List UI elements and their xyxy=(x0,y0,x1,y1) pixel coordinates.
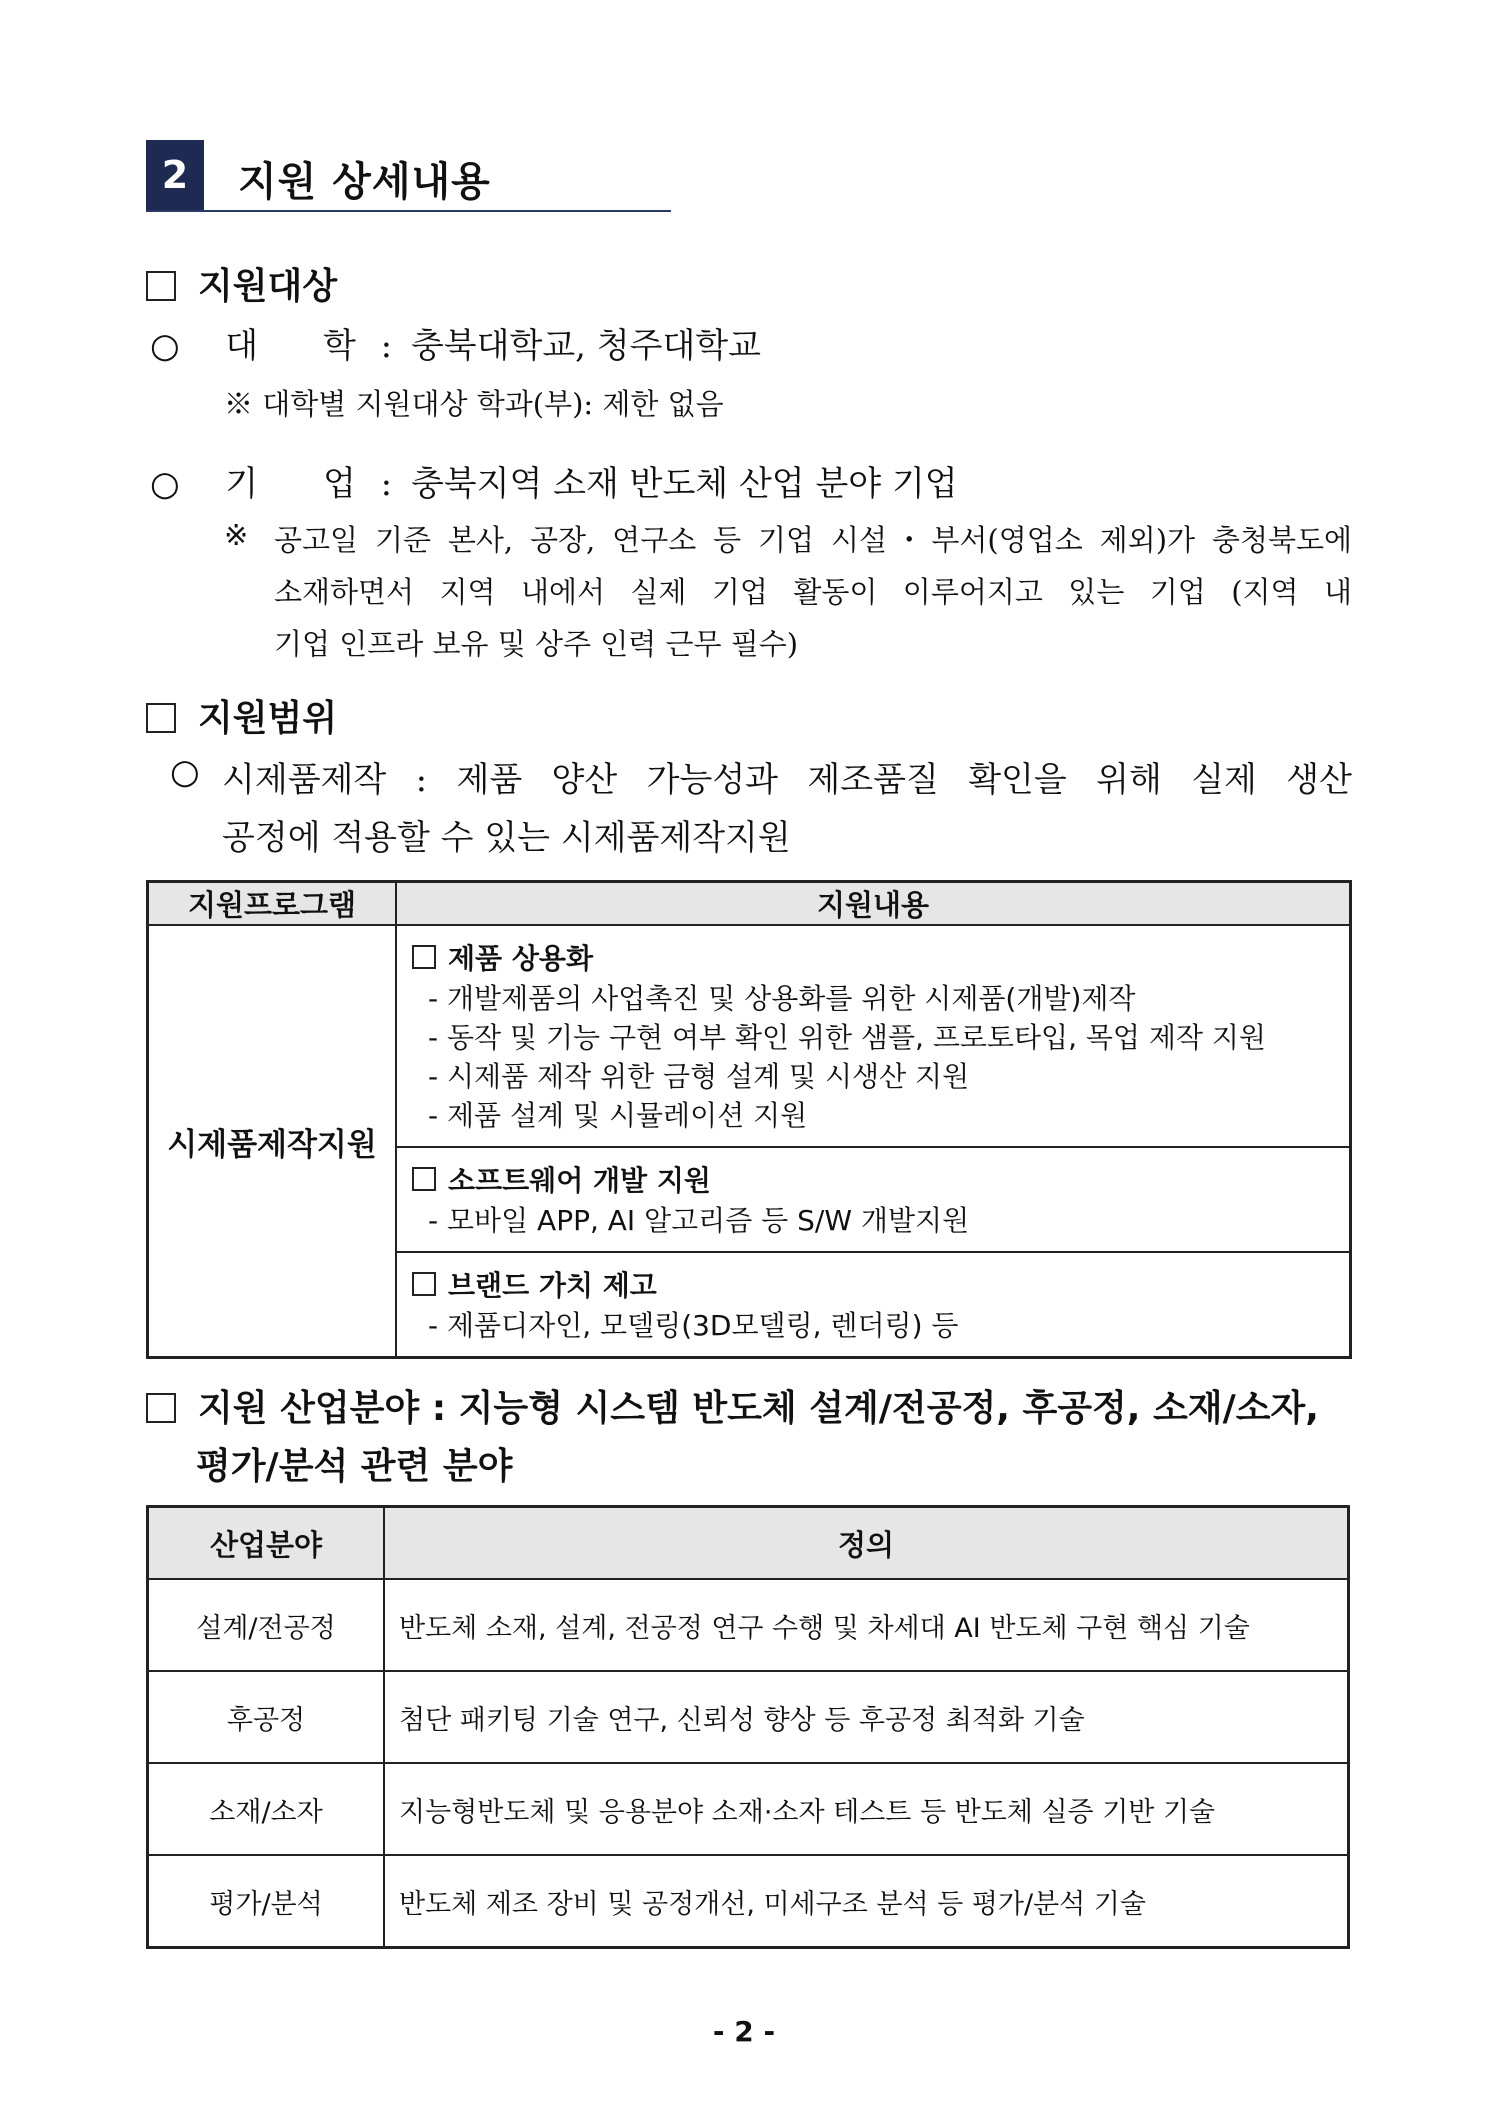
table-row xyxy=(148,1763,1349,1855)
definition-cell: 지능형반도체 및 응용분야 소재·소자 테스트 등 반도체 실증 기반 기술 xyxy=(384,1763,1349,1855)
page-number: - 2 - xyxy=(712,2015,776,2048)
support-program-table xyxy=(146,880,1352,1359)
section-header xyxy=(146,140,671,212)
field-cell: 소재/소자 xyxy=(148,1763,385,1855)
industry-table xyxy=(146,1505,1350,1949)
group-title: 제품 상용화 xyxy=(412,937,1334,977)
company-note-line1: 공고일 기준 본사, 공장, 연구소 등 기업 시설・부서(영업소 제외)가 충청북도에 xyxy=(274,523,1352,557)
content-group xyxy=(396,1147,1351,1252)
group-title: 브랜드 가치 제고 xyxy=(412,1264,1334,1304)
definition-cell: 반도체 제조 장비 및 공정개선, 미세구조 분석 등 평가/분석 기술 xyxy=(384,1855,1349,1948)
field-cell: 설계/전공정 xyxy=(148,1579,385,1671)
univ-note: ※ 대학별 지원대상 학과(부): 제한 없음 xyxy=(224,387,724,421)
table-header-definition: 정의 xyxy=(384,1507,1349,1580)
company-note-mark: ※ xyxy=(224,518,249,552)
scope-line2: 공정에 적용할 수 있는 시제품제작지원 xyxy=(222,818,791,858)
group-item: - 제품디자인, 모델링(3D모델링, 렌더링) 등 xyxy=(428,1309,959,1342)
group-item: - 시제품 제작 위한 금형 설계 및 시생산 지원 xyxy=(428,1060,970,1093)
content-group xyxy=(396,1252,1351,1358)
target-heading: 지원대상 xyxy=(146,258,337,309)
scope-line1: 시제품제작 : 제품 양산 가능성과 제조품질 확인을 위해 실제 생산 xyxy=(222,760,1352,800)
group-title: 소프트웨어 개발 지원 xyxy=(412,1159,1334,1199)
definition-cell: 반도체 소재, 설계, 전공정 연구 수행 및 차세대 AI 반도체 구현 핵심 기술 xyxy=(384,1579,1349,1671)
group-item: - 동작 및 기능 구현 여부 확인 위한 샘플, 프로토타입, 목업 제작 지원 xyxy=(428,1021,1266,1054)
scope-heading: 지원범위 xyxy=(146,690,337,741)
table-header-program: 지원프로그램 xyxy=(148,882,397,926)
univ-line: ○ 대 학 : 충북대학교, 청주대학교 xyxy=(150,326,761,366)
table-header-content: 지원내용 xyxy=(396,882,1351,926)
company-note-line3: 기업 인프라 보유 및 상주 인력 근무 필수) xyxy=(274,627,799,661)
checkbox-square-icon xyxy=(412,945,436,969)
section-number: 2 xyxy=(146,140,204,210)
table-row xyxy=(148,1579,1349,1671)
checkbox-square-icon xyxy=(146,271,176,301)
scope-bullet: ○ xyxy=(170,752,200,792)
section-title: 지원 상세내용 xyxy=(238,159,491,205)
program-name: 시제품제작지원 xyxy=(148,925,397,1358)
table-row xyxy=(148,1671,1349,1763)
table-header-field: 산업분야 xyxy=(148,1507,385,1580)
checkbox-square-icon xyxy=(412,1167,436,1191)
checkbox-square-icon xyxy=(412,1272,436,1296)
definition-cell: 첨단 패키팅 기술 연구, 신뢰성 향상 등 후공정 최적화 기술 xyxy=(384,1671,1349,1763)
company-note-line2: 소재하면서 지역 내에서 실제 기업 활동이 이루어지고 있는 기업 (지역 내 xyxy=(274,575,1352,609)
checkbox-square-icon xyxy=(146,1393,176,1423)
checkbox-square-icon xyxy=(146,703,176,733)
group-item: - 개발제품의 사업촉진 및 상용화를 위한 시제품(개발)제작 xyxy=(428,982,1136,1015)
group-item: - 제품 설계 및 시뮬레이션 지원 xyxy=(428,1099,808,1132)
table-row xyxy=(148,1855,1349,1948)
industry-heading: 지원 산업분야 : 지능형 시스템 반도체 설계/전공정, 후공정, 소재/소자, xyxy=(146,1380,1352,1431)
industry-heading-line2: 평가/분석 관련 분야 xyxy=(196,1446,513,1487)
group-item: - 모바일 APP, AI 알고리즘 등 S/W 개발지원 xyxy=(428,1204,970,1237)
company-line: ○ 기 업 : 충북지역 소재 반도체 산업 분야 기업 xyxy=(150,464,958,504)
field-cell: 후공정 xyxy=(148,1671,385,1763)
field-cell: 평가/분석 xyxy=(148,1855,385,1948)
content-group xyxy=(396,925,1351,1147)
